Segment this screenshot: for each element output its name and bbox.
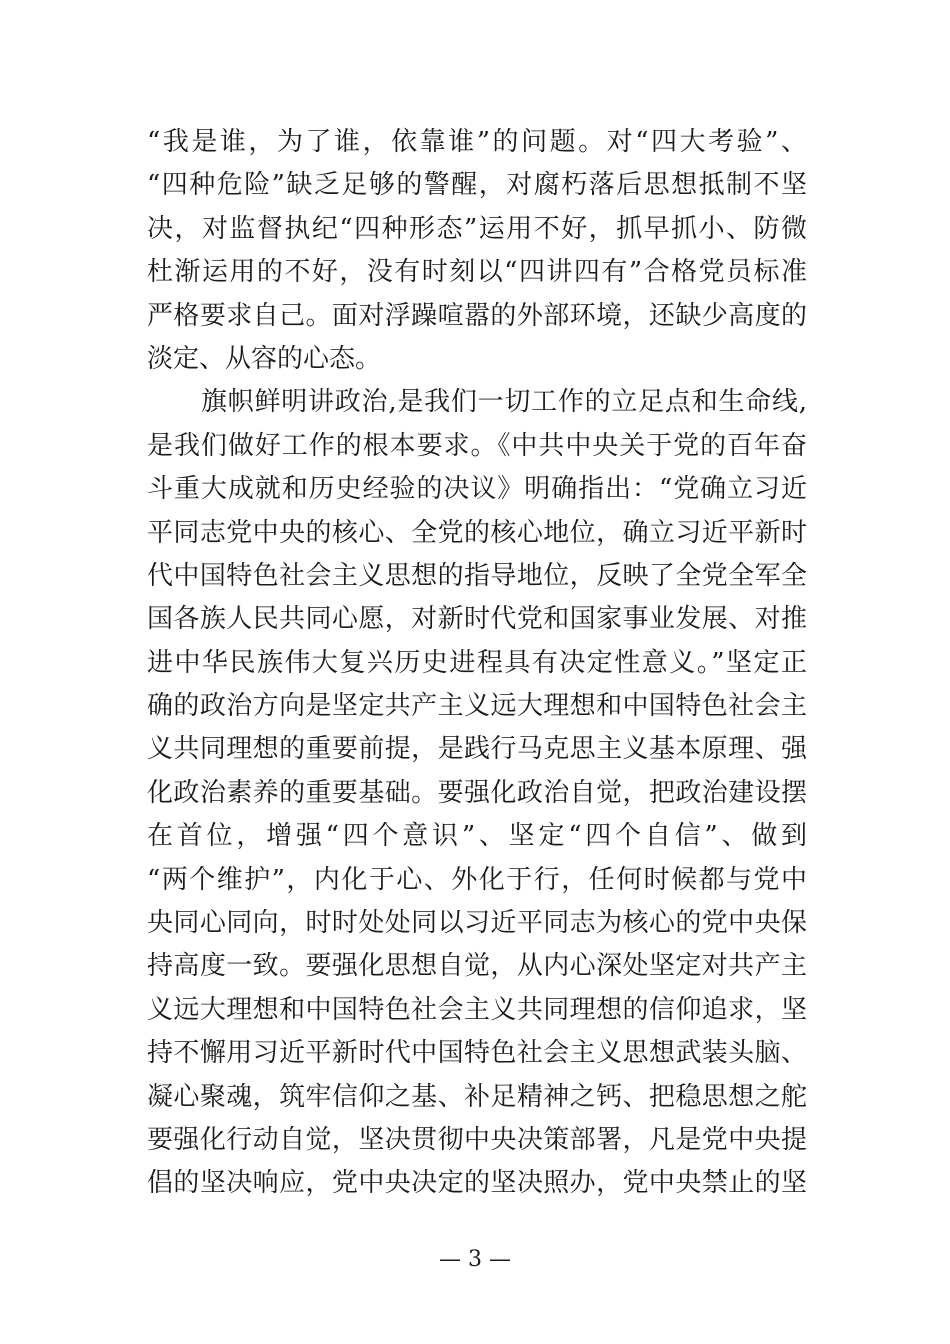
text-line: 平同志党中央的核心、全党的核心地位，确立习近平新时 [147,517,807,548]
text-line: 义远大理想和中国特色社会主义共同理想的信仰追求，坚 [147,994,807,1025]
text-line: 确的政治方向是坚定共产主义远大理想和中国特色社会主 [147,691,807,722]
text-line: 义共同理想的重要前提，是践行马克思主义基本原理、强 [147,734,807,765]
text-line: 淡定、从容的心态。 [147,343,382,374]
text-line: 化政治素养的重要基础。要强化政治自觉，把政治建设摆 [147,777,807,808]
text-line: 是我们做好工作的根本要求。《中共中央关于党的百年奋 [147,430,807,461]
text-line: 严格要求自己。面对浮躁喧嚣的外部环境，还缺少高度的 [147,300,807,331]
text-line: 凝心聚魂，筑牢信仰之基、补足精神之钙、把稳思想之舵 [147,1081,807,1112]
text-line: 持不懈用习近平新时代中国特色社会主义思想武装头脑、 [147,1038,807,1069]
text-line: “我是谁，为了谁，依靠谁”的问题。对“四大考验”、 [147,127,807,157]
paragraph-2 [147,381,807,1205]
page-body [147,121,807,1206]
text-line: “四种危险”缺乏足够的警醒，对腐朽落后思想抵制不坚 [147,170,807,201]
text-line: “两个维护”，内化于心、外化于行，任何时候都与党中 [147,864,807,895]
text-line: 央同心同向，时时处处同以习近平同志为核心的党中央保 [147,908,807,939]
text-line: 在首位，增强“四个意识”、坚定“四个自信”、做到 [147,821,807,852]
text-line: 斗重大成就和历史经验的决议》明确指出：“党确立习近 [147,474,807,505]
text-line: 杜渐运用的不好，没有时刻以“四讲四有”合格党员标准 [147,257,807,288]
text-line: 代中国特色社会主义思想的指导地位，反映了全党全军全 [147,560,807,591]
text-line: 国各族人民共同心愿，对新时代党和国家事业发展、对推 [147,604,807,635]
text-line: 持高度一致。要强化思想自觉，从内心深处坚定对共产主 [147,951,807,982]
text-line: 进中华民族伟大复兴历史进程具有决定性意义。”坚定正 [147,647,807,678]
page-number: — 3 — [439,1247,511,1272]
text-line: 要强化行动自觉，坚决贯彻中央决策部署，凡是党中央提 [147,1124,807,1155]
paragraph-1 [147,121,807,381]
text-line: 旗帜鲜明讲政治,是我们一切工作的立足点和生命线, [201,387,807,418]
text-line: 决，对监督执纪“四种形态”运用不好，抓早抓小、防微 [147,213,807,244]
text-line: 倡的坚决响应，党中央决定的坚决照办，党中央禁止的坚 [147,1168,807,1199]
